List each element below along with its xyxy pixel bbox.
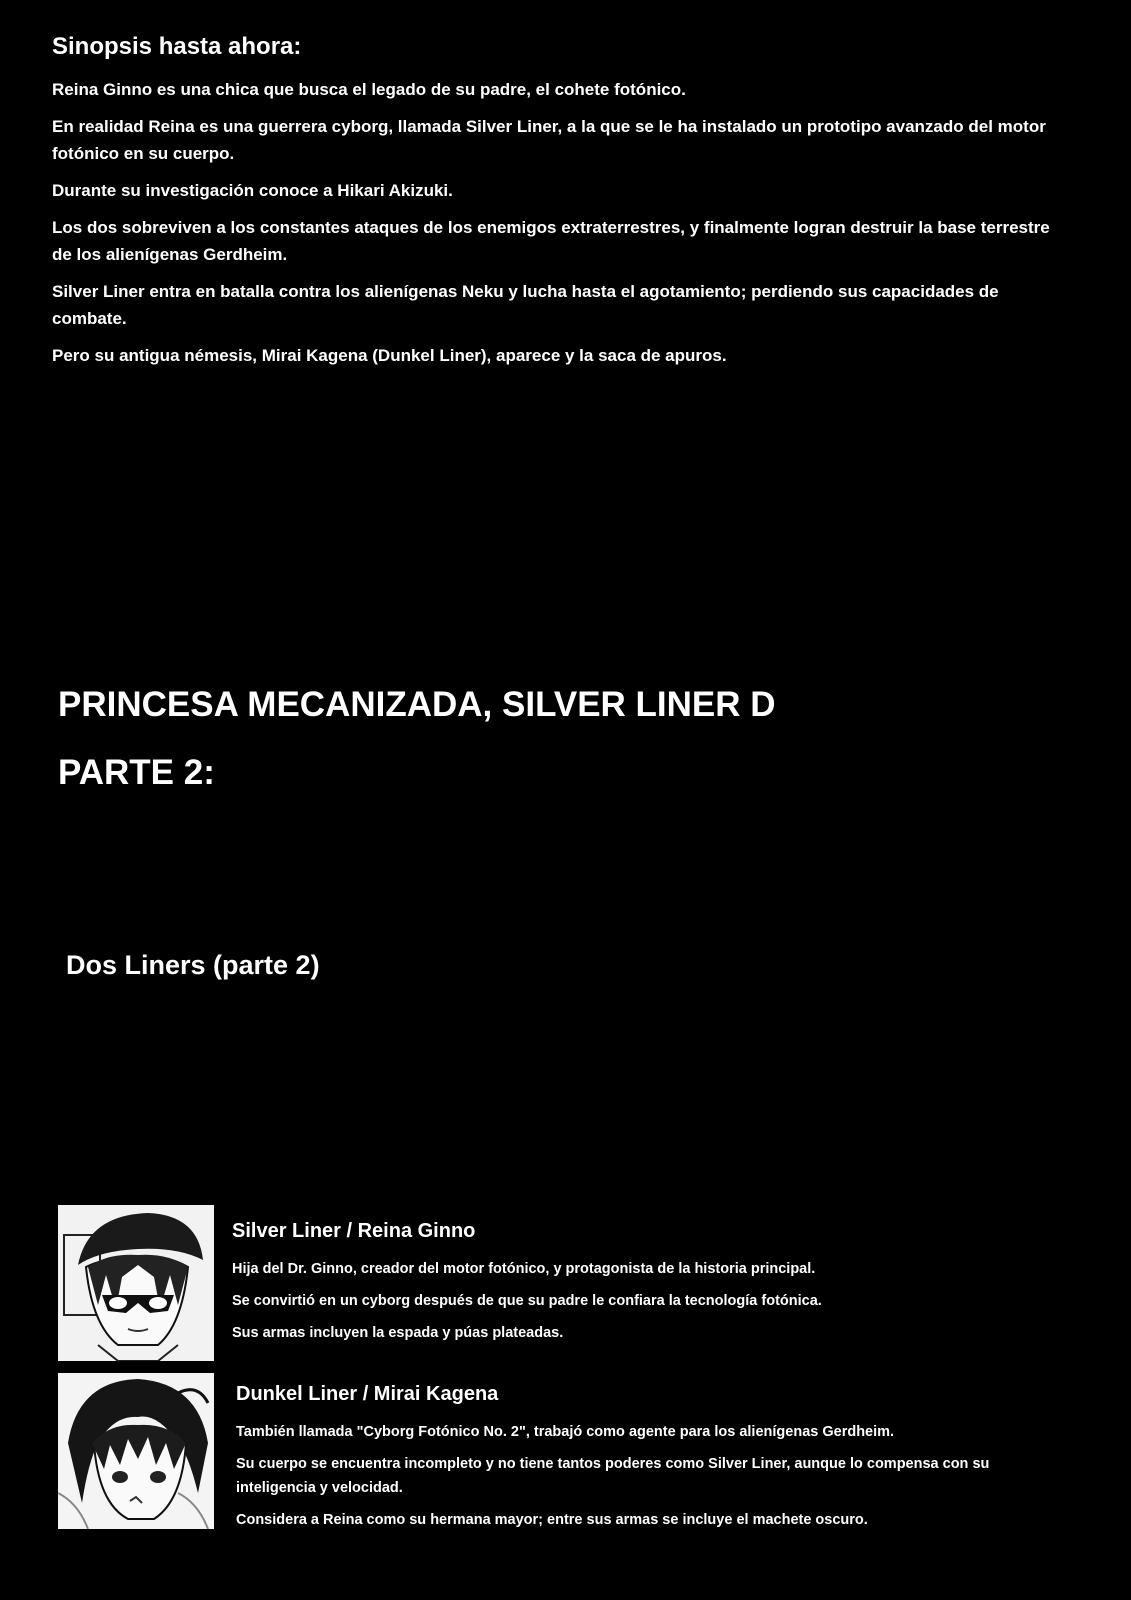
character-description-line: También llamada "Cyborg Fotónico No. 2", trabajó como agente para los alienígenas Gerdheim. bbox=[236, 1424, 895, 1440]
synopsis-paragraph: Durante su investigación conoce a Hikari Akizuki. bbox=[52, 181, 453, 200]
synopsis-paragraph: Reina Ginno es una chica que busca el legado de su padre, el cohete fotónico. bbox=[52, 80, 686, 99]
character-info bbox=[236, 1373, 1056, 1540]
character-description-line: Su cuerpo se encuentra incompleto y no tiene tantos poderes como Silver Liner, aunque lo compensa con su inteligencia y velocidad. bbox=[236, 1456, 990, 1496]
chapter-title: Dos Liners (parte 2) bbox=[66, 950, 320, 980]
character-name: Dunkel Liner / Mirai Kagena bbox=[236, 1383, 499, 1405]
character-portrait-image bbox=[58, 1205, 214, 1361]
character-info bbox=[232, 1205, 1052, 1353]
synopsis-section bbox=[52, 32, 1072, 379]
synopsis-paragraph: En realidad Reina es una guerrera cyborg, llamada Silver Liner, a la que se le ha instalado un prototipo avanzado del motor fotónico en su cuerpo. bbox=[52, 117, 1046, 163]
synopsis-paragraph: Los dos sobreviven a los constantes ataques de los enemigos extraterrestres, y finalmente logran destruir la base terrestre de los alienígenas Gerdheim. bbox=[52, 218, 1050, 264]
synopsis-paragraph: Pero su antigua némesis, Mirai Kagena (Dunkel Liner), aparece y la saca de apuros. bbox=[52, 346, 727, 365]
character-name: Silver Liner / Reina Ginno bbox=[232, 1220, 476, 1242]
part-title: PARTE 2: bbox=[58, 753, 215, 792]
character-description-line: Considera a Reina como su hermana mayor; entre sus armas se incluye el machete oscuro. bbox=[236, 1512, 868, 1528]
synopsis-heading: Sinopsis hasta ahora: bbox=[52, 33, 302, 60]
main-title: PRINCESA MECANIZADA, SILVER LINER D bbox=[58, 685, 776, 724]
character-description-line: Sus armas incluyen la espada y púas plateadas. bbox=[232, 1325, 564, 1341]
character-description-line: Se convirtió en un cyborg después de que su padre le confiara la tecnología fotónica. bbox=[232, 1293, 822, 1309]
character-description-line: Hija del Dr. Ginno, creador del motor fotónico, y protagonista de la historia principal. bbox=[232, 1261, 816, 1277]
character-portrait-image bbox=[58, 1373, 214, 1529]
synopsis-paragraph: Silver Liner entra en batalla contra los alienígenas Neku y lucha hasta el agotamiento; perdiendo sus capacidades de combate. bbox=[52, 282, 999, 328]
